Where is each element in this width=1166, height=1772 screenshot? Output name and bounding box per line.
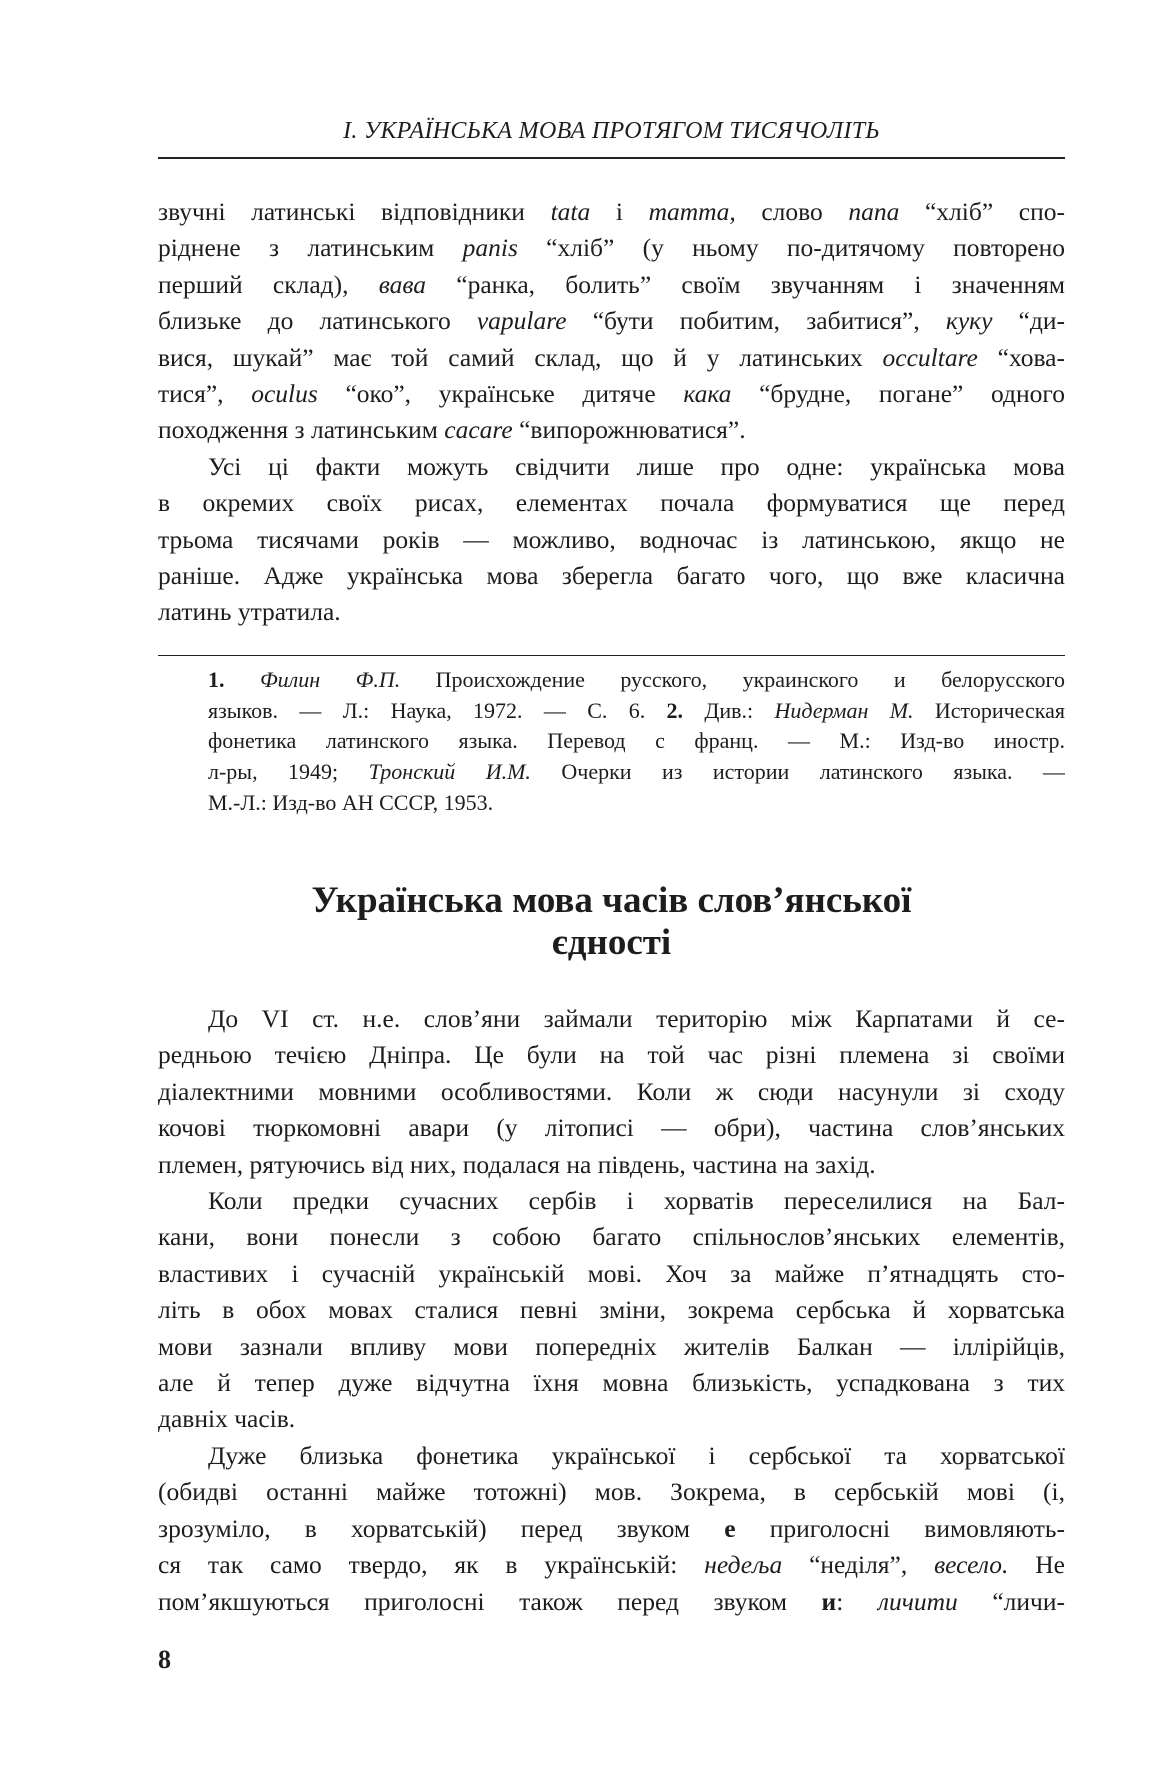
italic-text: Тронский И.М. xyxy=(368,759,531,785)
text-span: близьке до латинського xyxy=(158,306,477,336)
italic-text: tata xyxy=(550,197,591,226)
text-line xyxy=(158,376,1065,412)
paragraph xyxy=(158,1001,1065,1183)
text-span: ся так само твердо, як в українській: xyxy=(158,1550,705,1580)
text-line xyxy=(158,1037,1065,1073)
text-span: Усі ці факти можуть свідчити лише про одне: українська мова xyxy=(208,451,1065,481)
italic-text: куку xyxy=(945,306,993,336)
text-span: раніше. Адже українська мова зберегла багато чого, що вже класична xyxy=(158,561,1065,591)
bold-text: 2. xyxy=(666,697,684,723)
text-span: Дуже близька фонетика української і сербської та хорватської xyxy=(208,1440,1065,1470)
text-span: “бути побитим, забитися”, xyxy=(566,306,946,336)
text-line xyxy=(158,1584,1065,1620)
text-span: “брудне, погане” одного xyxy=(731,379,1065,409)
text-span: кочові тюркомовні авари (у літописі — обри), частина слов’янських xyxy=(158,1113,1065,1143)
text-line xyxy=(158,412,1065,448)
text-line xyxy=(158,230,1065,266)
text-span: тися”, xyxy=(158,379,252,409)
text-span: трьома тисячами років — можливо, водночас із латинською, якщо не xyxy=(158,524,1065,554)
text-line xyxy=(158,1074,1065,1110)
text-line xyxy=(158,1511,1065,1547)
text-line xyxy=(158,303,1065,339)
body-text-section xyxy=(158,1001,1065,1620)
text-line xyxy=(158,1183,1065,1219)
text-line xyxy=(158,1329,1065,1365)
italic-text: папа xyxy=(848,197,900,226)
bold-text: и xyxy=(821,1586,837,1616)
italic-text: личити xyxy=(877,1586,958,1616)
text-span: “ди- xyxy=(992,306,1065,336)
text-span: : xyxy=(836,1586,878,1616)
page-number: 8 xyxy=(158,1645,171,1674)
italic-text: Нидерман М. xyxy=(774,697,914,723)
body-text-top xyxy=(158,194,1065,631)
text-span: пом’якшуються приголосні також перед звуком xyxy=(158,1586,822,1616)
italic-text: oculus xyxy=(251,379,318,409)
italic-text: кака xyxy=(683,379,732,409)
text-span: “неділя”, xyxy=(782,1550,935,1580)
footnote-divider xyxy=(158,655,1065,656)
paragraph xyxy=(158,194,1065,449)
header-divider xyxy=(158,157,1065,159)
italic-text: cacare xyxy=(444,415,513,445)
text-span: і xyxy=(590,197,649,226)
text-line xyxy=(158,194,1065,230)
text-line xyxy=(158,1438,1065,1474)
text-line xyxy=(208,696,1065,727)
text-span: перший склад), xyxy=(158,269,379,299)
text-line xyxy=(158,1365,1065,1401)
bold-text: 1. xyxy=(208,667,225,692)
text-span: походження з латинським xyxy=(158,415,445,445)
text-span: племен, рятуючись від них, подалася на південь, частина на захід. xyxy=(158,1149,876,1179)
text-line xyxy=(158,485,1065,521)
italic-text: вава xyxy=(378,269,427,299)
text-line xyxy=(158,340,1065,376)
text-span: “хліб” спо- xyxy=(899,197,1065,226)
text-line xyxy=(158,1401,1065,1437)
text-line xyxy=(158,1547,1065,1583)
text-span: мови зазнали впливу мови попередніх жителів Балкан — іллірійців, xyxy=(158,1331,1065,1361)
text-span: фонетика латинского языка. Перевод с франц. — М.: Изд-во иностр. xyxy=(208,728,1065,754)
text-span: Происхождение русского, украинского и белорусского xyxy=(400,667,1065,692)
text-span: (обидві останні майже тотожні) мов. Зокрема, в сербській мові (і, xyxy=(158,1477,1065,1507)
text-span: латинь утратила. xyxy=(158,597,341,627)
text-line xyxy=(158,594,1065,630)
text-line xyxy=(208,788,1065,819)
text-span: в окремих своїх рисах, елементах почала формуватися ще перед xyxy=(158,488,1065,518)
text-line xyxy=(158,522,1065,558)
text-line xyxy=(208,665,1065,696)
section-heading-line-2: єдності xyxy=(551,922,672,963)
paragraph xyxy=(158,1438,1065,1620)
section-heading-line-1: Українська мова часів слов’янської xyxy=(311,880,912,921)
text-span: ріднене з латинським xyxy=(158,233,463,263)
text-span xyxy=(225,667,260,692)
italic-text: vapulare xyxy=(476,306,567,336)
text-span: “личи- xyxy=(957,1586,1065,1616)
italic-text: недеља xyxy=(704,1550,783,1580)
text-line xyxy=(158,558,1065,594)
text-span: Очерки из истории латинского языка. — xyxy=(530,759,1065,785)
text-span: До VI ст. н.е. слов’яни займали територію між Карпатами й се- xyxy=(208,1004,1065,1033)
italic-text: occultare xyxy=(882,342,978,372)
text-span: Коли предки сучасних сербів і хорватів переселилися на Бал- xyxy=(208,1186,1065,1216)
text-span: Див.: xyxy=(683,697,775,723)
bold-text: е xyxy=(724,1513,736,1543)
text-line xyxy=(158,449,1065,485)
text-span: “хова- xyxy=(977,342,1065,372)
text-line xyxy=(158,1219,1065,1255)
text-span: діалектними мовними особливостями. Коли ж сюди насунули зі сходу xyxy=(158,1076,1065,1106)
text-span: але й тепер дуже відчутна їхня мовна близькість, успадкована з тих xyxy=(158,1368,1065,1398)
text-span: М.-Л.: Изд-во АН СССР, 1953. xyxy=(208,789,494,815)
text-span: Историческая xyxy=(913,697,1065,723)
text-line xyxy=(158,1292,1065,1328)
text-span: редньою течією Дніпра. Це були на той час різні племена зі своїми xyxy=(158,1040,1065,1070)
text-span: давніх часів. xyxy=(158,1404,296,1434)
text-span: Не xyxy=(1008,1550,1065,1580)
text-span: “око”, українське дитяче xyxy=(317,379,684,409)
text-span: вися, шукай” має той самий склад, що й у латинських xyxy=(158,342,883,372)
text-line xyxy=(158,1474,1065,1510)
running-head: І. УКРАЇНСЬКА МОВА ПРОТЯГОМ ТИСЯЧОЛІТЬ xyxy=(343,118,880,144)
text-line xyxy=(208,726,1065,757)
text-line xyxy=(158,267,1065,303)
text-span: “ранка, болить” своїм звучанням і значенням xyxy=(426,269,1065,299)
text-line xyxy=(158,1256,1065,1292)
text-line xyxy=(158,1110,1065,1146)
text-span: языков. — Л.: Наука, 1972. — С. 6. xyxy=(208,697,667,723)
text-span: “хліб” (у ньому по-дитячому повторено xyxy=(517,233,1065,263)
paragraph xyxy=(158,1183,1065,1438)
text-span: приголосні вимовляють- xyxy=(735,1513,1065,1543)
paragraph xyxy=(208,665,1065,819)
text-span: властивих і сучасній українській мові. Хоч за майже п’ятнадцять сто- xyxy=(158,1258,1065,1288)
text-line xyxy=(208,757,1065,788)
text-span: “випорожнюватися”. xyxy=(512,415,746,445)
text-line xyxy=(158,1001,1065,1037)
section-heading xyxy=(158,880,1065,964)
italic-text: Филин Ф.П. xyxy=(259,667,401,692)
text-span: л-ры, 1949; xyxy=(208,759,369,785)
text-line xyxy=(158,1147,1065,1183)
text-span: слово xyxy=(735,197,849,226)
italic-text: mamma, xyxy=(648,197,736,226)
paragraph xyxy=(158,449,1065,631)
italic-text: panis xyxy=(462,233,518,263)
footnotes xyxy=(208,665,1065,819)
text-span: кани, вони понесли з собою багато спільнослов’янських елементів, xyxy=(158,1222,1065,1252)
text-span: літь в обох мовах сталися певні зміни, зокрема сербська й хорватська xyxy=(158,1295,1065,1325)
text-span: звучні латинські відповідники xyxy=(158,197,551,226)
italic-text: весело. xyxy=(934,1550,1009,1580)
text-span: зрозуміло, в хорватській) перед звуком xyxy=(158,1513,725,1543)
